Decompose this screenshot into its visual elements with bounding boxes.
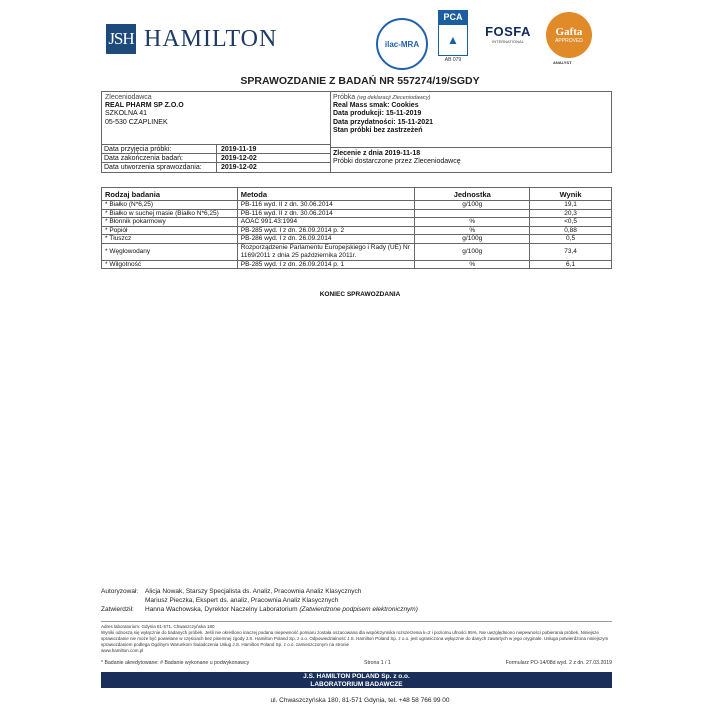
- sample-condition: Stan próbki bez zastrzeżeń: [333, 126, 423, 134]
- cell-method: Rozporządzenie Parlamentu Europejskiego i Rady (UE) Nr 1169/2011 z dnia 25 października 2011r.: [237, 243, 415, 260]
- fosfa-sub: INTERNATIONAL: [492, 39, 524, 44]
- cell-method: AOAC 991.43:1994: [237, 218, 415, 227]
- cell-method: PB-116 wyd. II z dn. 30.06.2014: [237, 201, 415, 210]
- cell-unit: g/100g: [415, 201, 530, 210]
- authorization-block: [101, 587, 418, 614]
- lab-name: LABORATORIUM BADAWCZE: [310, 680, 403, 688]
- footnote: [101, 621, 612, 654]
- pca-label: PCA: [438, 10, 468, 24]
- cell-unit: g/100g: [415, 243, 530, 260]
- cell-method: PB-285 wyd. I z dn. 26.09.2014 p. 2: [237, 226, 415, 235]
- cell-unit: %: [415, 226, 530, 235]
- pca-emblem: ▲: [438, 24, 468, 56]
- gafta-analyst: ANALYST: [553, 60, 572, 65]
- approver: Hanna Wachowska, Dyrektor Naczelny Laboratorium: [145, 606, 298, 613]
- cell-result: 0,5: [530, 235, 612, 244]
- sample-label: Próbka: [333, 94, 356, 101]
- orderer-city: 05-530 CZAPLINEK: [105, 118, 168, 126]
- order-date: Zlecenie z dnia 2019-11-18: [333, 150, 421, 157]
- table-row: [102, 243, 612, 260]
- cell-method: PB-285 wyd. I z dn. 26.09.2014 p. 1: [237, 260, 415, 269]
- header-unit: Jednostka: [415, 188, 530, 201]
- orderer-street: SZKOLNA 41: [105, 110, 148, 118]
- accreditation-legend: * Badanie akredytowane: # Badanie wykonane u podwykonawcy: [101, 660, 250, 666]
- ilac-mra-badge-icon: [376, 18, 428, 70]
- sample-block: [333, 94, 433, 135]
- sample-note: (wg deklaracji Zleceniodawcy): [357, 95, 431, 101]
- page-number: Strona 1 / 1: [364, 660, 391, 666]
- cell-test: * Tłuszcz: [102, 235, 238, 244]
- header-test-type: Rodzaj badania: [102, 188, 238, 201]
- report-title: SPRAWOZDANIE Z BADAŃ NR 557274/19/SGDY: [240, 75, 480, 87]
- cell-result: 0,88: [530, 226, 612, 235]
- header-method: Metoda: [237, 188, 415, 201]
- gafta-approved: APPROVED: [555, 38, 583, 44]
- table-row: [102, 260, 612, 269]
- cell-unit: %: [415, 218, 530, 227]
- form-number: Formularz PO-14/08d wyd. 2 z dn. 27.03.2019: [505, 660, 612, 666]
- company-address: ul. Chwaszczyńska 180, 81-571 Gdynia, tel. +48 58 766 99 00: [270, 697, 450, 704]
- fosfa-badge-icon: [482, 24, 534, 44]
- approver-note: (Zatwierdzone podpisem elektronicznym): [299, 606, 418, 613]
- date-label: Data zakończenia badań:: [102, 154, 217, 163]
- table-row: [102, 226, 612, 235]
- pca-badge-icon: [438, 10, 468, 62]
- orderer-name: REAL PHARM SP Z.O.O: [105, 102, 184, 110]
- cell-unit: [415, 209, 530, 218]
- orderer-block: [105, 94, 184, 127]
- ilac-label: ilac-MRA: [384, 39, 420, 49]
- gafta-badge-icon: [546, 12, 592, 58]
- gafta-label: Gafta: [555, 26, 583, 38]
- cell-test: * Białko w suchej masie (Białko N*6,25): [102, 209, 238, 218]
- table-row: [102, 218, 612, 227]
- cell-test: * Białko (N*6,25): [102, 201, 238, 210]
- approved-label: Zatwierdził:: [101, 606, 134, 613]
- sample-section: [330, 92, 611, 172]
- table-row: [102, 209, 612, 218]
- table-row: [102, 235, 612, 244]
- header-result: Wynik: [530, 188, 612, 201]
- results-table: [101, 187, 612, 269]
- pca-number: AB 079: [444, 57, 462, 63]
- cell-result: 6,1: [530, 260, 612, 269]
- footer-bar: [101, 672, 612, 688]
- cell-test: * Wilgotność: [102, 260, 238, 269]
- sample-delivered: Próbki dostarczone przez Zleceniodawcę: [333, 158, 461, 166]
- cell-result: 20,3: [530, 209, 612, 218]
- cell-method: PB-116 wyd. II z dn. 30.06.2014: [237, 209, 415, 218]
- fosfa-label: FOSFA: [485, 24, 531, 39]
- cell-unit: g/100g: [415, 235, 530, 244]
- sample-production-date: Data produkcji: 15-11-2019: [333, 110, 422, 118]
- date-label: Data przyjęcia próbki:: [102, 145, 217, 154]
- author-2: Mariusz Pieczka, Ekspert ds. analiz, Pracownia Analiz Klasycznych: [145, 597, 339, 604]
- date-value: 2019-11-19: [221, 146, 257, 153]
- end-of-report: KONIEC SPRAWOZDANIA: [319, 291, 401, 298]
- cell-result: <0,5: [530, 218, 612, 227]
- date-value: 2019-12-02: [221, 164, 257, 171]
- cell-test: * Popiół: [102, 226, 238, 235]
- lab-address: Adres laboratorium: Gdynia 81-571, Chwaszczyńska 180: [101, 624, 215, 629]
- cell-method: PB-286 wyd. I z dn. 26.09.2014: [237, 235, 415, 244]
- cell-result: 19,1: [530, 201, 612, 210]
- cell-result: 73,4: [530, 243, 612, 260]
- table-row: [102, 201, 612, 210]
- brand-name: HAMILTON: [144, 25, 278, 52]
- orderer-section: [102, 92, 331, 172]
- date-label: Data utworzenia sprawozdania:: [102, 163, 217, 172]
- disclaimer-text: Wyniki odnoszą się wyłącznie do badanych próbek. Jeśli nie określono inaczej podana niepewność pomiaru została oszacowana dla współczynnika rozszerzenia k=2 i poziomu ufności 95%. Nie uwzględniono niepewności pobierania próbek. Niniejsze sprawozdanie nie może być powielane w częściach bez pisemnej zgody J.S. Hamilton Poland Sp. z o.o. Odpowiedzialność J.S. Hamilton Poland Sp. z o.o. jest ograniczona wyłącznie do danych zawartych w jego oryginale. Usługa potwierdzona niniejszym sprawozdaniem podlega Ogólnym Warunkom Świadczenia Usług J.S. Hamilton Poland Sp. z o.o. zamieszczonym na stronie: [101, 630, 609, 647]
- cell-unit: %: [415, 260, 530, 269]
- table-header-row: [102, 188, 612, 201]
- company-name: J.S. HAMILTON POLAND Sp. z o.o.: [303, 673, 410, 680]
- info-box: [101, 91, 612, 173]
- date-row: [102, 162, 330, 172]
- orderer-label: Zleceniodawca: [105, 94, 152, 101]
- hamilton-logo: [106, 24, 277, 54]
- website-link[interactable]: www.hamilton.com.pl: [101, 648, 144, 653]
- sample-name: Real Mass smak: Cookies: [333, 102, 419, 110]
- cell-test: * Węglowodany: [102, 243, 238, 260]
- date-value: 2019-12-02: [221, 155, 257, 162]
- logo-mark-icon: JSH: [106, 24, 136, 54]
- sample-expiry-date: Data przydatności: 15-11-2021: [333, 118, 433, 126]
- order-block: [330, 147, 611, 172]
- cell-test: * Błonnik pokarmowy: [102, 218, 238, 227]
- authors-label: Autoryzował:: [101, 588, 139, 595]
- author-1: Alicja Nowak, Starszy Specjalista ds. Analiz, Pracownia Analiz Klasycznych: [145, 588, 362, 595]
- footer-info-line: [101, 660, 612, 666]
